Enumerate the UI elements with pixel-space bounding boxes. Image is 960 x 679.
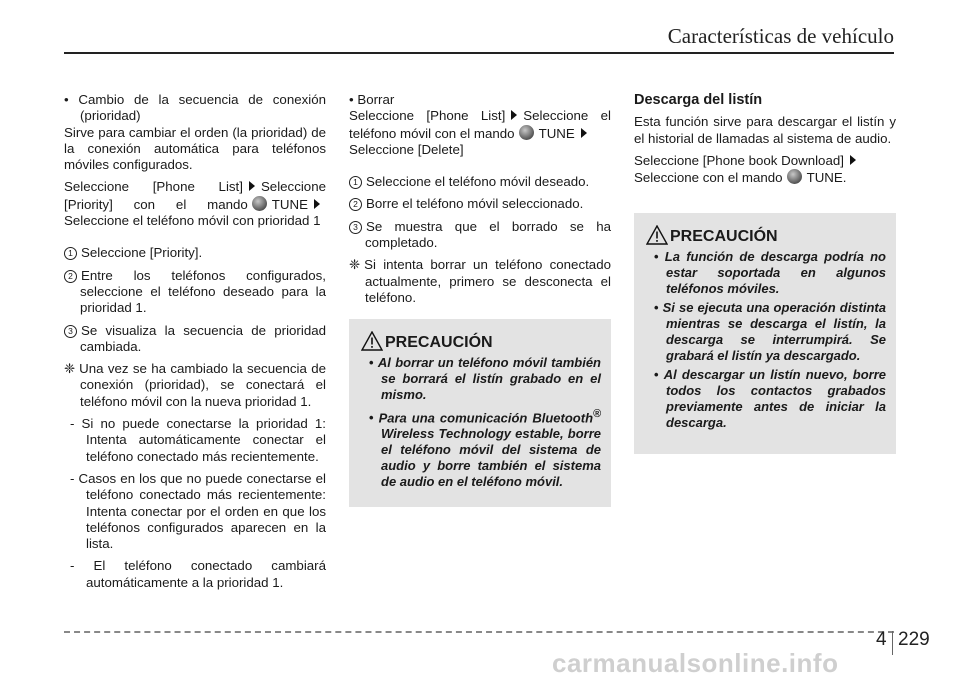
tune-knob-icon xyxy=(787,169,802,184)
caution-box-download xyxy=(634,213,896,454)
path-text: Seleccione [Phone book Download] xyxy=(634,152,844,168)
step-item xyxy=(349,196,611,212)
step-number: 1 xyxy=(64,247,77,260)
step-item xyxy=(64,323,326,356)
chapter-number: 4 xyxy=(876,629,887,650)
warning-triangle-icon xyxy=(646,225,668,245)
path-text: Seleccione con el mando xyxy=(634,170,783,186)
caution-title: PRECAUCIÓN xyxy=(670,228,778,245)
step-number: 3 xyxy=(64,325,77,338)
registered-mark: ® xyxy=(593,408,601,420)
step-text: Se muestra que el borrado se ha completado. xyxy=(365,218,611,251)
section-heading: Descarga del listín xyxy=(634,92,763,108)
tune-knob-icon xyxy=(252,196,267,211)
column-priority xyxy=(64,92,326,597)
caution-item: • Si se ejecuta una operación distinta mientras se descarga el listín, la descarga se interrumpirá. Se grabará el listín ya descargado. xyxy=(646,300,886,364)
bullet-priority: • Cambio de la secuencia de conexión (prioridad) xyxy=(64,92,326,124)
caution-title: PRECAUCIÓN xyxy=(385,334,493,351)
download-intro: Esta función sirve para descargar el listín y el historial de llamadas al sistema de audio. xyxy=(634,114,896,146)
header-rule xyxy=(64,52,894,54)
path-text: Seleccione [Priority] con el mando xyxy=(64,179,326,212)
caution-list xyxy=(646,249,886,431)
path-text: Seleccione [Phone List] xyxy=(64,179,243,195)
priority-intro: Sirve para cambiar el orden (la prioridad) de la conexión automática para teléfonos móviles configurados. xyxy=(64,124,326,173)
caution-list xyxy=(361,355,601,490)
arrow-right-icon xyxy=(249,181,255,191)
path-text: TUNE xyxy=(271,196,308,212)
step-item xyxy=(64,268,326,317)
delete-note xyxy=(349,257,611,306)
caution-header xyxy=(646,225,886,245)
step-item xyxy=(64,245,326,261)
arrow-right-icon xyxy=(314,199,320,209)
caution-item: • La función de descarga podría no estar soportada en algunos teléfonos móviles. xyxy=(646,249,886,297)
step-number: 3 xyxy=(349,221,362,234)
bullet-delete: • Borrar xyxy=(349,92,395,107)
step-text: Borre el teléfono móvil seleccionado. xyxy=(366,196,584,212)
step-text: Se visualiza la secuencia de prioridad cambiada. xyxy=(80,322,326,354)
note-mark-icon: ❈ xyxy=(64,361,76,377)
arrow-right-icon xyxy=(850,155,856,165)
page-header-title: Características de vehículo xyxy=(667,24,894,48)
note-text: Una vez se ha cambiado la secuencia de conexión (prioridad), se conectará el teléfono móvil con la nueva prioridad 1. xyxy=(79,361,326,409)
page-number: 229 xyxy=(898,629,930,650)
note-mark-icon: ❈ xyxy=(349,257,361,273)
arrow-right-icon xyxy=(581,128,587,138)
priority-note xyxy=(64,361,326,410)
step-text: Entre los teléfonos configurados, seleccione el teléfono deseado para la prioridad 1. xyxy=(80,267,326,316)
step-number: 2 xyxy=(64,270,77,283)
caution-item: • Al borrar un teléfono móvil también se borrará el listín grabado en el mismo. xyxy=(361,355,601,403)
arrow-right-icon xyxy=(511,110,517,120)
caution-header xyxy=(361,331,601,351)
sub-item: - El teléfono conectado cambiará automáticamente a la prioridad 1. xyxy=(70,558,326,590)
path-text: Seleccione el teléfono móvil con prioridad 1 xyxy=(64,213,321,229)
path-text: TUNE xyxy=(538,125,575,141)
warning-triangle-icon xyxy=(361,331,383,351)
caution-text: Wireless Technology estable, borre el teléfono móvil del sistema de audio y borre también el sistema de audio en el teléfono móvil. xyxy=(381,426,601,490)
sub-item: - Si no puede conectarse la prioridad 1: Intenta automáticamente conectar el teléfono conectado más recientemente. xyxy=(70,416,326,464)
footer-rule xyxy=(64,631,894,633)
path-text: Seleccione [Phone List] xyxy=(349,108,506,124)
priority-path xyxy=(64,179,326,229)
step-item xyxy=(349,174,611,190)
path-text: TUNE. xyxy=(806,170,847,186)
download-path xyxy=(634,153,896,187)
watermark: carmanualsonline.info xyxy=(552,648,839,678)
caution-text: Para una comunicación Bluetooth xyxy=(378,410,594,426)
path-text: Seleccione el teléfono móvil con el mando xyxy=(349,108,612,141)
step-text: Seleccione [Priority]. xyxy=(81,245,203,261)
column-download xyxy=(634,92,896,192)
step-item xyxy=(349,219,611,252)
step-text: Seleccione el teléfono móvil deseado. xyxy=(366,174,590,190)
path-text: Seleccione [Delete] xyxy=(349,141,464,157)
caution-item: • Al descargar un listín nuevo, borre todos los contactos grabados previamente antes de iniciar la descarga. xyxy=(646,367,886,431)
caution-item xyxy=(361,406,601,490)
column-delete xyxy=(349,92,611,312)
note-text: Si intenta borrar un teléfono conectado actualmente, primero se desconecta el teléfono. xyxy=(364,257,611,305)
sub-item: - Casos en los que no puede conectarse el teléfono conectado más recientemente: Intenta conectar por el orden en que los teléfonos configurados aparecen en la lista. xyxy=(70,470,326,552)
step-number: 1 xyxy=(349,176,362,189)
step-number: 2 xyxy=(349,198,362,211)
tune-knob-icon xyxy=(519,125,534,140)
caution-box-delete xyxy=(349,319,611,507)
delete-path xyxy=(349,108,611,158)
page-number-divider xyxy=(892,631,893,655)
